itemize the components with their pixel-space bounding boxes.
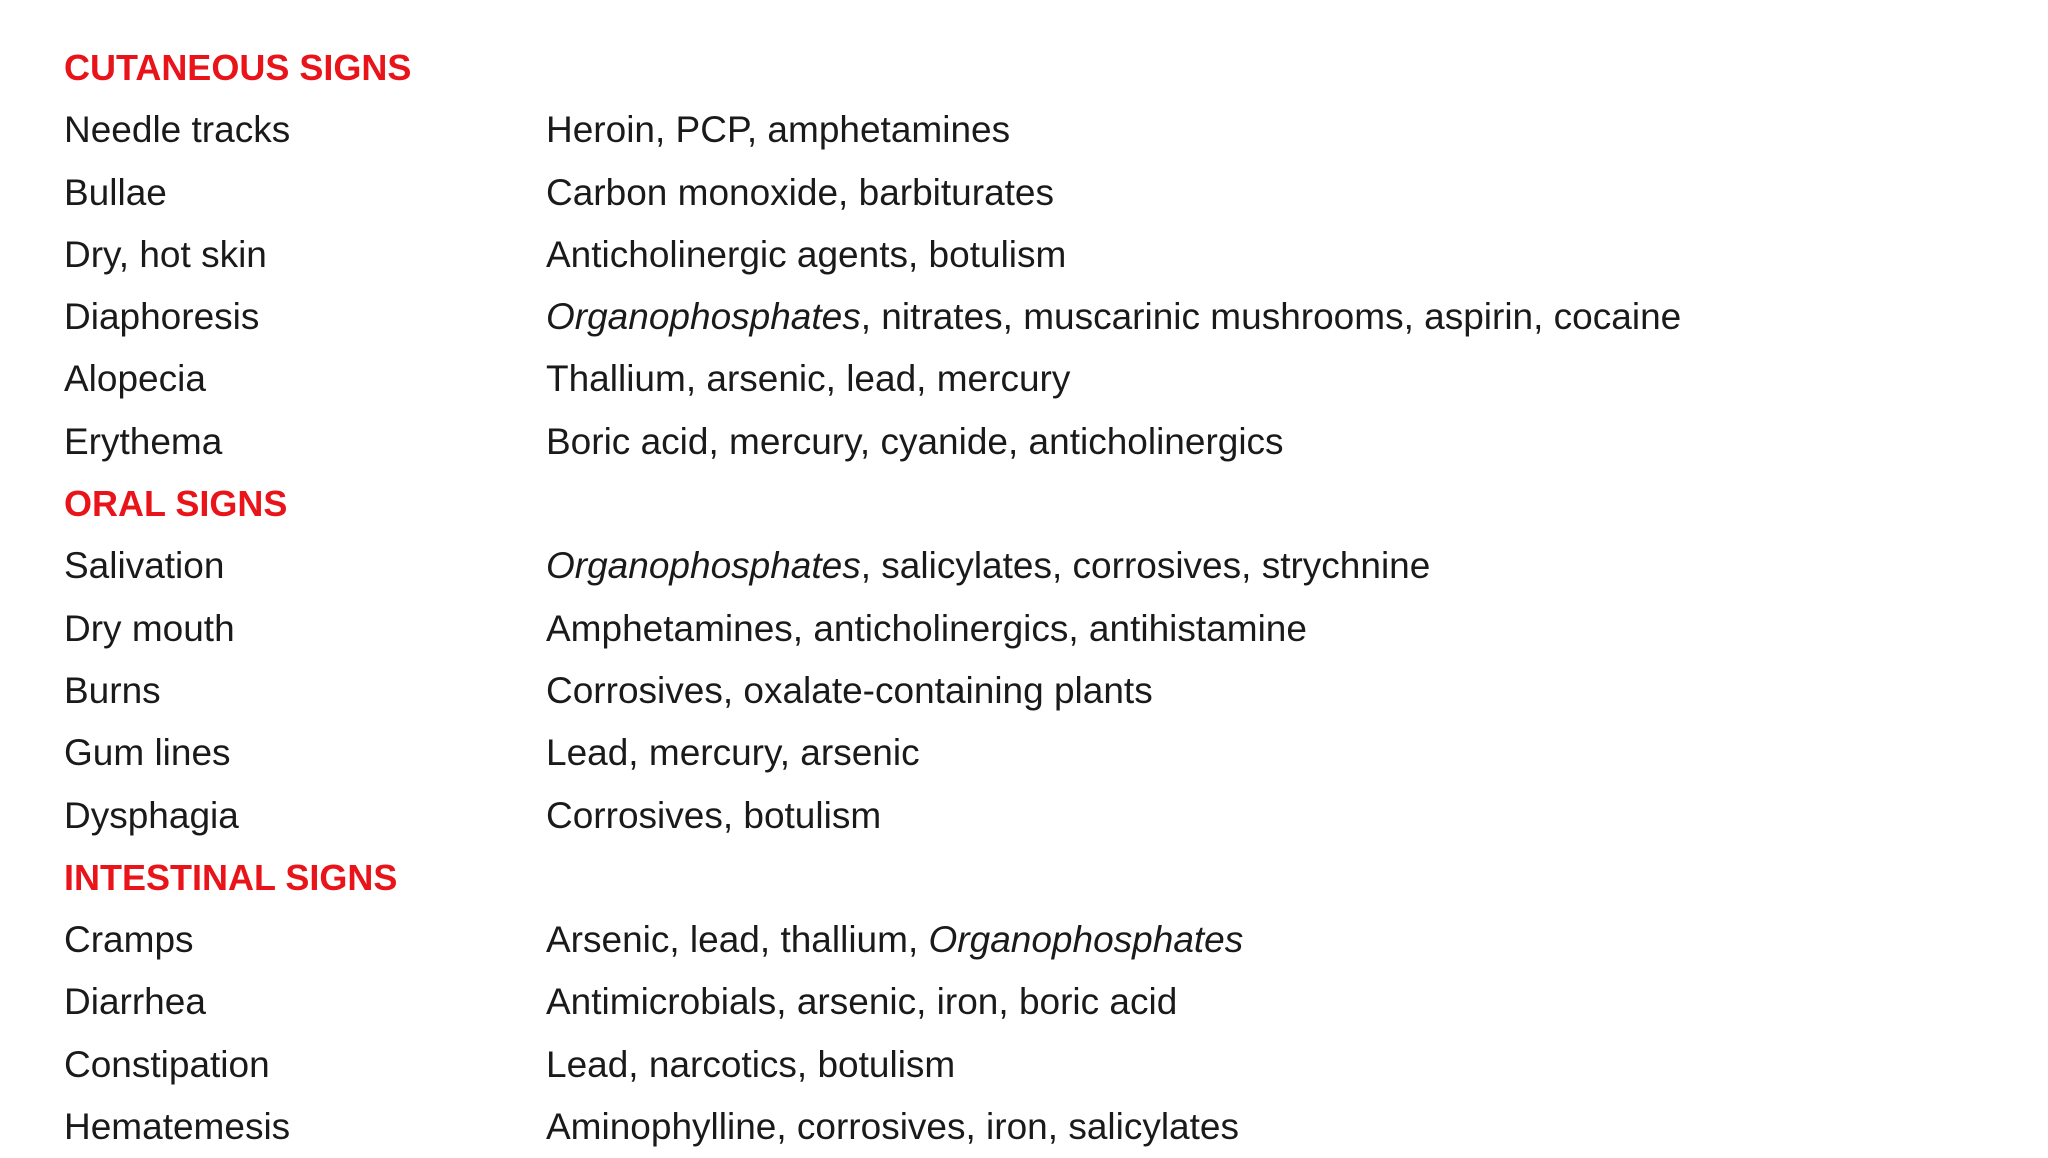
sign-label: Constipation	[64, 1043, 270, 1085]
sign-row	[64, 598, 2024, 660]
causative-agents	[546, 660, 1153, 722]
section-heading: ORAL SIGNS	[64, 483, 288, 525]
agent-text: Heroin, PCP, amphetamines	[546, 109, 1011, 151]
sign-label: Erythema	[64, 420, 223, 462]
sign-row	[64, 224, 2024, 286]
sign-row	[64, 535, 2024, 597]
agent-text: Aminophylline, corrosives, iron, salicylates	[546, 1106, 1239, 1148]
italic-agent: Organophosphates	[928, 919, 1244, 961]
sign-row	[64, 785, 2024, 847]
sign-row	[64, 1034, 2024, 1096]
sign-label: Bullae	[64, 171, 167, 213]
slide-content	[64, 37, 2024, 1158]
italic-agent: Organophosphates	[546, 296, 861, 338]
agent-text: Boric acid, mercury, cyanide, anticholinergics	[546, 420, 1284, 462]
sign-label: Hematemesis	[64, 1106, 291, 1148]
causative-agents	[546, 535, 1430, 597]
causative-agents	[546, 909, 1243, 971]
sign-row	[64, 162, 2024, 224]
causative-agents	[546, 722, 920, 784]
causative-agents	[546, 411, 1284, 473]
sign-label: Diarrhea	[64, 981, 206, 1023]
sign-label: Dry, hot skin	[64, 233, 267, 275]
sign-row	[64, 411, 2024, 473]
sign-label: Burns	[64, 669, 161, 711]
causative-agents	[546, 286, 1681, 348]
agent-text: Lead, mercury, arsenic	[546, 732, 920, 774]
causative-agents	[546, 598, 1307, 660]
sign-label: Cramps	[64, 919, 194, 961]
section-heading: INTESTINAL SIGNS	[64, 856, 398, 898]
agent-text: Arsenic, lead, thallium,	[546, 919, 929, 961]
italic-agent: Organophosphates	[546, 545, 861, 587]
causative-agents	[546, 99, 1010, 161]
agent-text: Anticholinergic agents, botulism	[546, 233, 1067, 275]
sign-label: Dysphagia	[64, 794, 239, 836]
sign-label: Alopecia	[64, 358, 206, 400]
agent-text: Antimicrobials, arsenic, iron, boric acid	[546, 981, 1178, 1023]
agent-text: , salicylates, corrosives, strychnine	[860, 545, 1431, 587]
agent-text: Lead, narcotics, botulism	[546, 1043, 956, 1085]
causative-agents	[546, 348, 1070, 410]
sign-label: Salivation	[64, 545, 225, 587]
sign-label: Gum lines	[64, 732, 231, 774]
causative-agents	[546, 785, 881, 847]
section-heading: CUTANEOUS SIGNS	[64, 47, 412, 88]
agent-text: Thallium, arsenic, lead, mercury	[546, 358, 1071, 400]
causative-agents	[546, 971, 1177, 1033]
sign-row	[64, 99, 2024, 161]
causative-agents	[546, 1096, 1239, 1158]
agent-text: , nitrates, muscarinic mushrooms, aspirin, cocaine	[860, 296, 1682, 338]
agent-text: Corrosives, oxalate-containing plants	[546, 669, 1153, 711]
sign-row	[64, 660, 2024, 722]
sign-row	[64, 348, 2024, 410]
agent-text: Amphetamines, anticholinergics, antihistamine	[546, 607, 1307, 649]
causative-agents	[546, 224, 1066, 286]
causative-agents	[546, 1034, 955, 1096]
agent-text: Carbon monoxide, barbiturates	[546, 171, 1055, 213]
sign-row	[64, 1096, 2024, 1158]
sign-row	[64, 722, 2024, 784]
sign-label: Diaphoresis	[64, 296, 260, 338]
sign-row	[64, 909, 2024, 971]
sign-row	[64, 286, 2024, 348]
sign-row	[64, 971, 2024, 1033]
sign-label: Dry mouth	[64, 607, 235, 649]
sign-label: Needle tracks	[64, 109, 291, 151]
causative-agents	[546, 162, 1054, 224]
agent-text: Corrosives, botulism	[546, 794, 882, 836]
